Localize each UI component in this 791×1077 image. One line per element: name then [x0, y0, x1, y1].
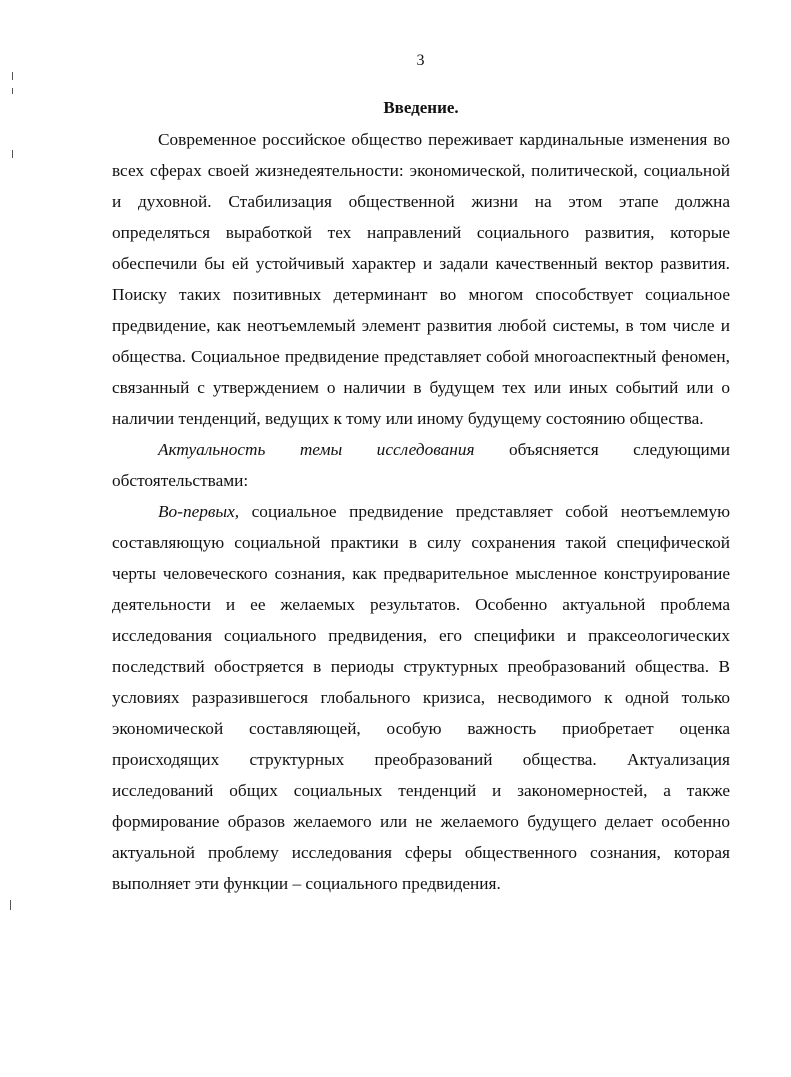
first-point-italic: Во-первых, [158, 502, 240, 521]
scan-mark [12, 72, 13, 80]
body-text [112, 124, 730, 899]
page-heading: Введение. [383, 98, 459, 117]
paragraph-relevance [112, 434, 730, 496]
paragraph-intro: Современное российское общество переживает кардинальные изменения во всех сферах своей жизнедеятельности: экономической, политической, социальной и духовной. Стабилизация общественной жизни на этом этапе должна определяться выработкой тех направлений социального развития, которые обеспечили бы ей устойчивый характер и задали качественный вектор развития. Поиску таких позитивных детерминант во многом способствует социальное предвидение, как неотъемлемый элемент развития любой системы, в том числе и общества. Социальное предвидение представляет собой многоаспектный феномен, связанный с утверждением о наличии в будущем тех или иных событий или о наличии тенденций, ведущих к тому или иному будущему состоянию общества. [112, 130, 730, 428]
scan-mark [12, 150, 13, 158]
first-point-text: социальное предвидение представляет собой неотъемлемую составляющую социальной практики в силу сохранения такой специфической черты человеческого сознания, как предварительное мысленное конструирование деятельности и ее желаемых результатов. Особенно актуальной проблема исследования социального предвидения, его специфики и праксеологических последствий обостряется в периоды структурных преобразований общества. В условиях разразившегося глобального кризиса, несводимого к одной только экономической составляющей, особую важность приобретает оценка происходящих структурных преобразований общества. Актуализация исследований общих социальных тенденций и закономерностей, а также формирование образов желаемого или не желаемого будущего делает особенно актуальной проблему исследования сферы общественного сознания, которая выполняет эти функции – социального предвидения. [112, 502, 730, 893]
relevance-italic: Актуальность темы исследования [158, 440, 475, 459]
page-number: 3 [416, 52, 425, 69]
relevance-text: объясняется следующими обстоятельствами: [112, 440, 730, 490]
paragraph-first-point [112, 496, 730, 899]
scan-mark [12, 88, 13, 94]
scan-mark [10, 900, 11, 910]
